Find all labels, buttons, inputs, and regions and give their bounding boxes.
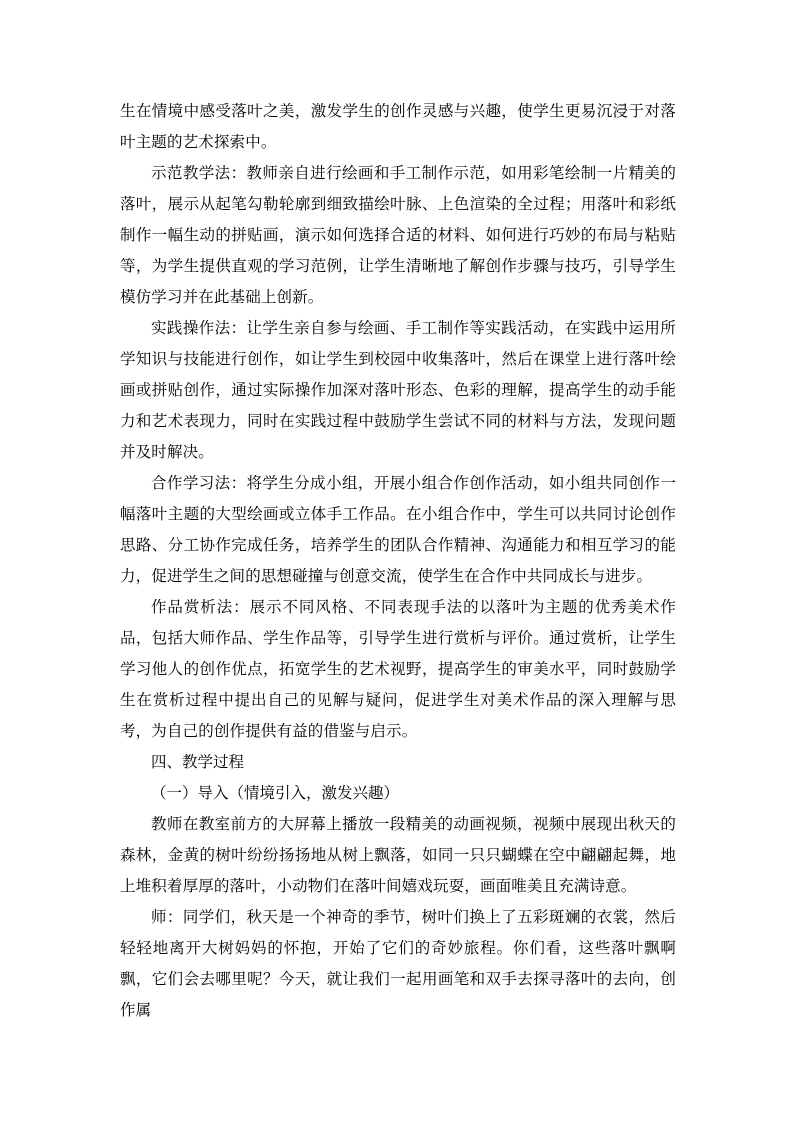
section-heading: 四、教学过程 xyxy=(151,753,245,771)
paragraph-appreciation-method: 作品赏析法：展示不同风格、不同表现手法的以落叶为主题的优秀美术作品，包括大师作品、学生作品等，引导学生进行赏析与评价。通过赏析，让学生学习他人的创作优点，拓宽学生的艺术视野，提高学生的审美水平，同时鼓励学生在赏析过程中提出自己的见解与疑问，促进学生对美术作品的深入理解与思考，为自己的创作提供有益的借鉴与启示。 xyxy=(120,598,676,740)
paragraph-cooperative-method: 合作学习法：将学生分成小组，开展小组合作创作活动，如小组共同创作一幅落叶主题的大型绘画或立体手工作品。在小组合作中，学生可以共同讨论创作思路、分工协作完成任务，培养学生的团队合作精神、沟通能力和相互学习的能力，促进学生之间的思想碰撞与创意交流，使学生在合作中共同成长与进步。 xyxy=(120,474,676,585)
subsection-heading: （一）导入（情境引入，激发兴趣） xyxy=(151,784,400,802)
paragraph-video-intro: 教师在教室前方的大屏幕上播放一段精美的动画视频，视频中展现出秋天的森林，金黄的树叶纷纷扬扬地从树上飘落，如同一只只蝴蝶在空中翩翩起舞，地上堆积着厚厚的落叶，小动物们在落叶间嬉戏玩耍，画面唯美且充满诗意。 xyxy=(120,815,676,895)
paragraph-teacher-speech: 师：同学们，秋天是一个神奇的季节，树叶们换上了五彩斑斓的衣裳，然后轻轻地离开大树妈妈的怀抱，开始了它们的奇妙旅程。你们看，这些落叶飘啊飘，它们会去哪里呢？今天，就让我们一起用画笔和双手去探寻落叶的去向，创作属 xyxy=(120,908,676,1019)
paragraph-demonstration-method: 示范教学法：教师亲自进行绘画和手工制作示范，如用彩笔绘制一片精美的落叶，展示从起笔勾勒轮廓到细致描绘叶脉、上色渲染的全过程；用落叶和彩纸制作一幅生动的拼贴画，演示如何选择合适的材料、如何进行巧妙的布局与粘贴等，为学生提供直观的学习范例，让学生清晰地了解创作步骤与技巧，引导学生模仿学习并在此基础上创新。 xyxy=(120,164,676,306)
document-page xyxy=(120,96,676,1026)
paragraph-practice-method: 实践操作法：让学生亲自参与绘画、手工制作等实践活动，在实践中运用所学知识与技能进行创作，如让学生到校园中收集落叶，然后在课堂上进行落叶绘画或拼贴创作，通过实际操作加深对落叶形态、色彩的理解，提高学生的动手能力和艺术表现力，同时在实践过程中鼓励学生尝试不同的材料与方法，发现问题并及时解决。 xyxy=(120,319,676,461)
paragraph-continuation: 生在情境中感受落叶之美，激发学生的创作灵感与兴趣，使学生更易沉浸于对落叶主题的艺术探索中。 xyxy=(120,102,676,151)
